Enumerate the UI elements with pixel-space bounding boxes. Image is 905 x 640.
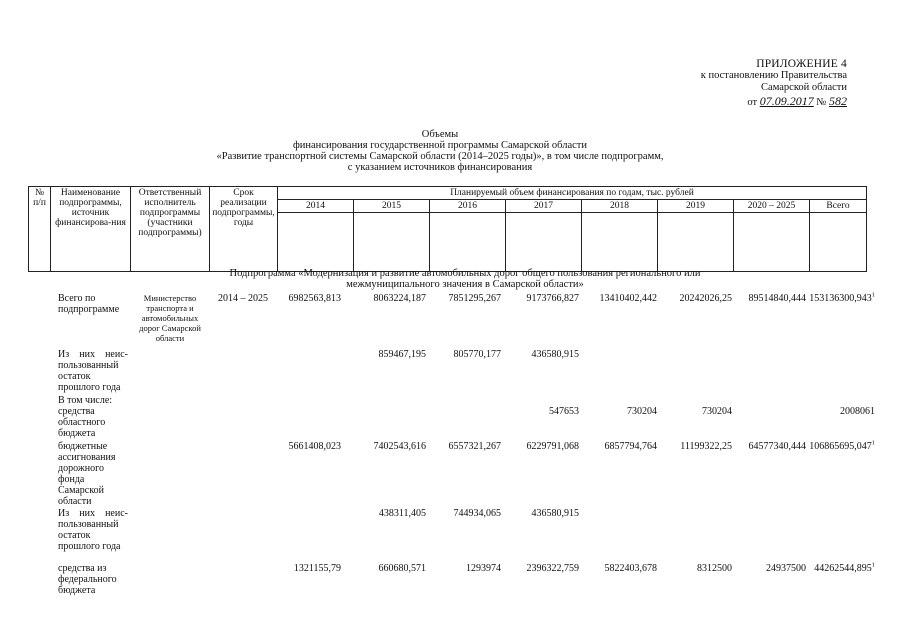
total-value: 153136300,943 bbox=[809, 293, 872, 304]
annex-date: 07.09.2017 bbox=[759, 94, 814, 108]
annex-header bbox=[667, 58, 847, 109]
cell-2015: 7402543,616 bbox=[373, 441, 426, 452]
cell-2015: 8063224,187 bbox=[373, 293, 426, 304]
footnote-mark: 1 bbox=[871, 291, 875, 299]
row-label: средства из федерального бюджета bbox=[58, 563, 117, 596]
cell-2020-2025: 64577340,444 bbox=[748, 441, 806, 452]
title-line-4: с указанием источников финансирования bbox=[347, 162, 533, 173]
cell-2020-2025: 89514840,444 bbox=[748, 293, 806, 304]
header-year-2019: 2019 bbox=[658, 200, 734, 213]
cell-2017: 436580,915 bbox=[531, 349, 579, 360]
total-value: 44262544,895 bbox=[814, 563, 872, 574]
header-year-2014: 2014 bbox=[278, 200, 354, 213]
row-label: Из них неис-пользованный остаток прошлого года bbox=[58, 349, 128, 393]
cell-2016: 744934,065 bbox=[453, 508, 501, 519]
cell-total bbox=[803, 293, 875, 304]
footnote-mark: 1 bbox=[871, 561, 875, 569]
cell-2019: 20242026,25 bbox=[679, 293, 732, 304]
cell-2017: 547653 bbox=[549, 406, 579, 417]
header-planned: Планируемый объем финансирования по годам, тыс. рублей bbox=[278, 187, 867, 200]
annex-from: от bbox=[747, 97, 758, 108]
cell-2014: 5661408,023 bbox=[288, 441, 341, 452]
cell-2018: 730204 bbox=[627, 406, 657, 417]
cell-2015: 438311,405 bbox=[378, 508, 426, 519]
cell-2014: 6982563,813 bbox=[288, 293, 341, 304]
cell-2017: 6229791,068 bbox=[526, 441, 579, 452]
cell-2018: 5822403,678 bbox=[604, 563, 657, 574]
cell-2020-2025: 24937500 bbox=[766, 563, 806, 574]
cell-2019: 11199322,25 bbox=[680, 441, 732, 452]
cell-2017: 2396322,759 bbox=[526, 563, 579, 574]
header-year-2017: 2017 bbox=[506, 200, 582, 213]
subprogram-line-2: межмуниципального значения в Самарской области» bbox=[346, 279, 584, 290]
row-executor: Министерство транспорта и автомобильных дорог Самарской области bbox=[139, 293, 201, 343]
cell-2017: 9173766,827 bbox=[526, 293, 579, 304]
header-name: Наименование подпрограммы, источник финансирова-ния bbox=[51, 187, 131, 272]
cell-2016: 6557321,267 bbox=[448, 441, 501, 452]
financing-table-header bbox=[28, 186, 867, 272]
cell-2015: 660680,571 bbox=[378, 563, 426, 574]
header-year-2016: 2016 bbox=[430, 200, 506, 213]
annex-no: № bbox=[816, 97, 827, 108]
total-value: 106865695,047 bbox=[809, 441, 872, 452]
cell-2016: 1293974 bbox=[466, 563, 501, 574]
annex-title: ПРИЛОЖЕНИЕ 4 bbox=[756, 58, 847, 70]
annex-number: 582 bbox=[829, 94, 847, 108]
header-executor: Ответственный исполнитель подпрограммы (участники подпрограммы) bbox=[131, 187, 210, 272]
row-label: Всего по подпрограмме bbox=[58, 293, 120, 315]
row-label: бюджетные ассигнования дорожного фонда Самарской области bbox=[58, 441, 116, 507]
header-year-2018: 2018 bbox=[582, 200, 658, 213]
header-year-2020-2025: 2020 – 2025 bbox=[734, 200, 810, 213]
cell-2018: 6857794,764 bbox=[604, 441, 657, 452]
cell-2017: 436580,915 bbox=[531, 508, 579, 519]
row-label: В том числе: средства областного бюджета bbox=[58, 395, 113, 439]
subprogram-title bbox=[120, 268, 810, 290]
row-label: Из них неис-пользованный остаток прошлого года bbox=[58, 508, 128, 552]
footnote-mark: 1 bbox=[871, 439, 875, 447]
title-line-3: «Развитие транспортной системы Самарской области (2014–2025 годы)», в том числе подпрограмм, bbox=[216, 151, 664, 162]
cell-2016: 7851295,267 bbox=[448, 293, 501, 304]
title-line-1: Объемы bbox=[421, 129, 459, 140]
cell-total: 2008061 bbox=[840, 406, 875, 417]
subprogram-line-1: Подпрограмма «Модернизация и развитие автомобильных дорог общего пользования регионального или bbox=[229, 268, 701, 279]
header-year-2015: 2015 bbox=[354, 200, 430, 213]
cell-2019: 730204 bbox=[702, 406, 732, 417]
row-term: 2014 – 2025 bbox=[218, 293, 268, 304]
cell-total bbox=[803, 441, 875, 452]
cell-2019: 8312500 bbox=[697, 563, 732, 574]
cell-2015: 859467,195 bbox=[378, 349, 426, 360]
header-term: Срок реализации подпрограммы, годы bbox=[210, 187, 278, 272]
title-line-2: финансирования государственной программы Самарской области bbox=[292, 140, 587, 151]
cell-2016: 805770,177 bbox=[453, 349, 501, 360]
document-title bbox=[120, 129, 760, 173]
cell-2018: 13410402,442 bbox=[599, 293, 657, 304]
header-total: Всего bbox=[810, 200, 867, 213]
annex-line-3: Самарской области bbox=[761, 82, 847, 93]
cell-total bbox=[803, 563, 875, 574]
header-num: № п/п bbox=[29, 187, 51, 272]
cell-2014: 1321155,79 bbox=[293, 563, 341, 574]
annex-line-2: к постановлению Правительства bbox=[700, 70, 847, 81]
annex-date-line bbox=[667, 95, 847, 109]
